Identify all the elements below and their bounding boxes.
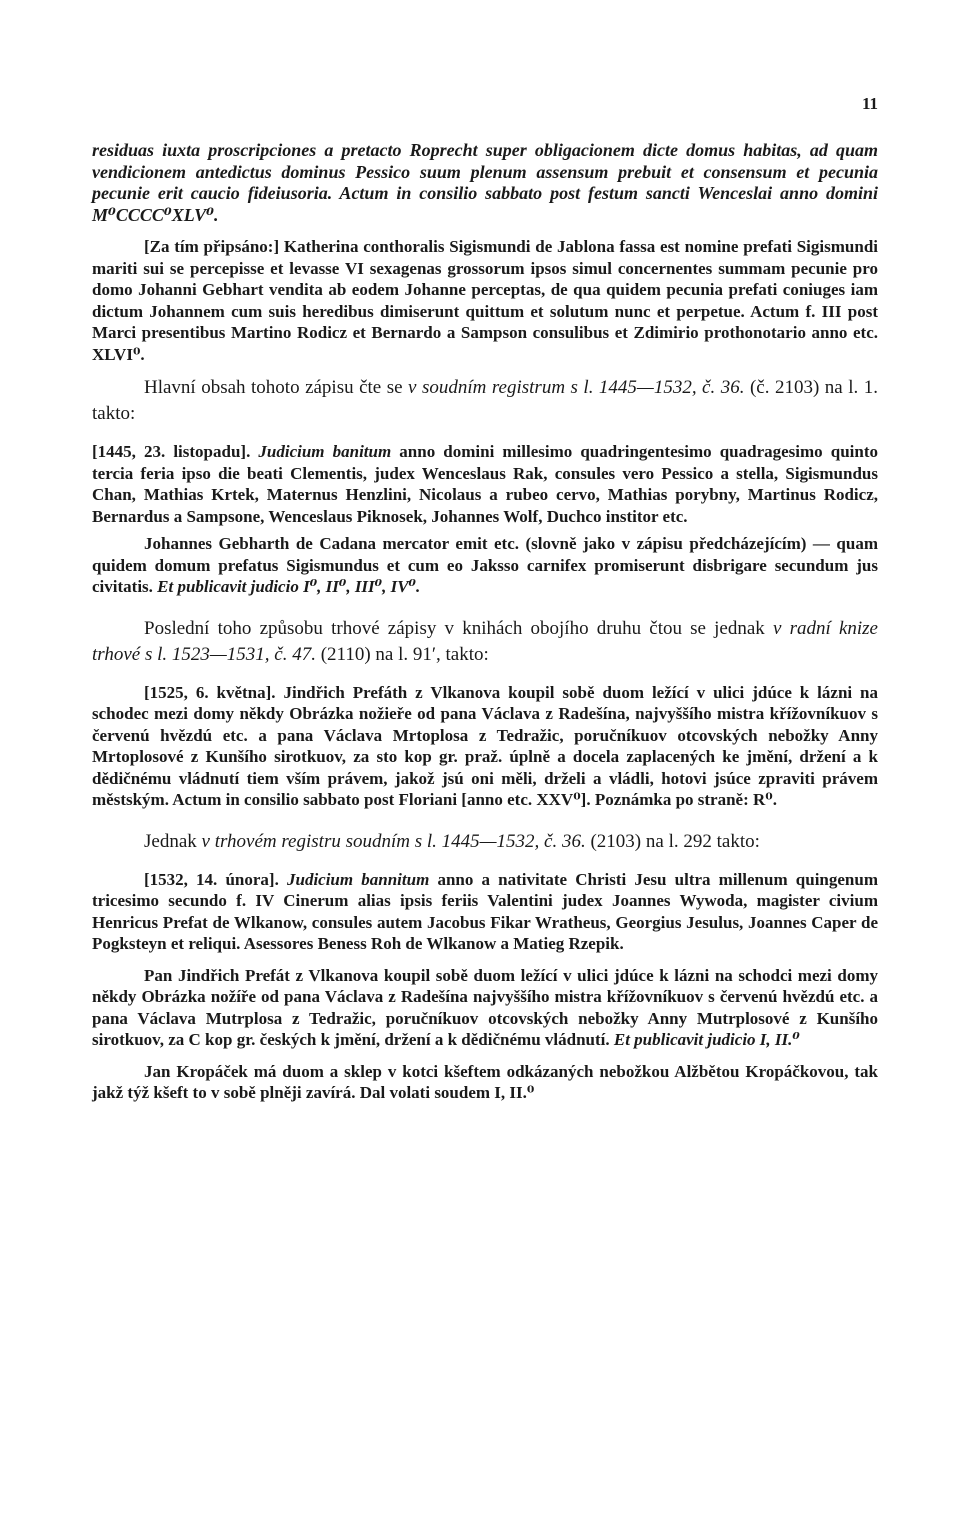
publication-note: Et publicavit judicio I⁰, II⁰, III⁰, IV⁰. [157,577,421,597]
record-1525-paragraph: [1525, 6. května]. Jindřich Prefáth z Vlkanova koupil sobě duom ležící v ulici jdúce k lázni na schodec mezi domy někdy Obrázka nožieře od pana Václava z Radešína, najvyššího mistra křížovníkuov s červenú hvězdú etc. a pana Václava Mrtoplosa z Tedražic, poručníkuov otcovských nebožky Anny Mrtoplosové z Kunšího sirotkuov, za sto kop gr. praž. úplně a docela zaplacených ke jmění, držení a k dědičnému vládnutí tiem vším právem, jakož jsú oni měli, drželi a vládli, hotovi jsúce zpraviti právem městským. Actum in consilio sabbato post Floriani [anno etc. XXV⁰]. Poznámka po straně: R⁰. [92,682,878,810]
text-run: Poslední toho způsobu trhové zápisy v knihách obojího druhu čtou se jednak [144,617,773,639]
latin-heading: Judicium bannitum [286,869,430,889]
record-1532-paragraph [92,869,878,955]
text-run: (2110) na l. 91′, takto: [315,643,489,665]
text-run: [1445, 23. listopadu]. [92,442,259,462]
register-reference-paragraph [92,375,878,427]
text-run: [1532, 14. února]. [144,869,287,889]
latin-record-paragraph: residuas iuxta proscripciones a pretacto Roprecht super obligacionem dicte domus habitas, ad quam vendicionem antedictus dominus Pessico suum plenum assensum prebuit et consensum et pecunia pecunie erit caucio fideiusoria. Actum in consilio sabbato post festum sancti Wenceslai anno domini M⁰CCCC⁰XLV⁰. [92,140,878,225]
kropacek-paragraph: Jan Kropáček má duom a sklep v kotci kšeftem odkázaných nebožkou Alžbětou Kropáčkovou, tak jakž týž kšeft to v sobě plněji zavírá. Dal volati soudem I, II.⁰ [92,1061,878,1103]
register-reference: v soudním registrum s l. 1445—1532, č. 36. [408,377,745,399]
gebharth-purchase-paragraph [92,533,878,598]
text-run: anno a nativitate Christi Jesu ultra millenum quingenum tricesimo secundo f. IV Cinerum alias ipsis feriis Valentini judex Joannes Wywoda, magister civium Henricus Prefat de Wlkanow, consules autem Jacobus Fikar Wratheus, Georgius Jesulus, Joannes Caper de Pogksteyn et reliqui. Asessores Beness Roh de Wlkanow a Matieg Rzepik. [92,869,878,954]
prefat-purchase-paragraph [92,965,878,1051]
text-run: anno domini millesimo quadringentesimo quadragesimo quinto tercia feria ipso die beati Clementis, judex Wenceslaus Rak, consules vero Pessico a stella, Sigismundus Chan, Mathias Krtek, Maternus Henzlini, Nicolaus a rubeo cervo, Mathias porybny, Martinus Rodicz, Bernardus a Sampsone, Wenceslaus Piknosek, Johannes Wolf, Duchco institor etc. [92,442,878,526]
publication-note: Et publicavit judicio I, II.⁰ [613,1030,800,1050]
text-run: Jednak [144,830,202,852]
text-run: (č. 2103) na l. 1. takto: [92,377,878,425]
council-book-reference-paragraph [92,616,878,668]
register-reference: v radní knize trhové s l. 1523—1531, č. 47. [92,617,878,665]
text-run: Johannes Gebharth de Cadana mercator emit etc. (slovně jako v zápisu předcházejícím) — quam quidem domum prefatus Sigismundus et cum eo Jaksso carnifex promiserunt disbrigare secundum jus civitatis. [92,534,878,597]
text-run: (2103) na l. 292 takto: [585,830,760,852]
page-content [92,140,878,1104]
latin-heading: Judicium banitum [258,442,392,462]
register-reference: v trhovém registru soudním s l. 1445—1532, č. 36. [201,830,586,852]
text-run: Hlavní obsah tohoto zápisu čte se [144,377,409,399]
record-1445-paragraph [92,441,878,527]
page-number: 11 [861,94,878,113]
text-run: Pan Jindřich Prefát z Vlkanova koupil sobě duom ležící v ulici jdúce k lázni na schodci mezi domy někdy Obrázka nožíře od pana Václava z Radešína najvyššího mistra křížovníkuov s červenú hvězdú etc. a pana Václava Mutrplosa z Tedražic, poručníkuov otcovských nebožky Anny Mutrplosové z Kunšího sirotkuov, za C kop gr. českých k jmění, držení a k dědičnému vládnutí. [92,965,878,1050]
court-register-reference-paragraph [92,829,878,855]
appended-note-paragraph: [Za tím připsáno:] Katherina conthoralis Sigismundi de Jablona fassa est nomine prefati Sigismundi mariti sui se percepisse et levasse VI sexagenas grossorum ipsos simul concernentes summam pecunie pro domo Johanni Gebhart vendita ab eodem Johanne perceptas, de qua quidem pecunia prefati coniuges iam dictum Johannem cum suis heredibus dimiserunt quittum et solutum nunc et perpetue. Actum f. III post Marci presentibus Martino Rodicz et Bernardo a Sampson consulibus et Zdimirio prothonotario anno etc. XLVI⁰. [92,237,878,364]
